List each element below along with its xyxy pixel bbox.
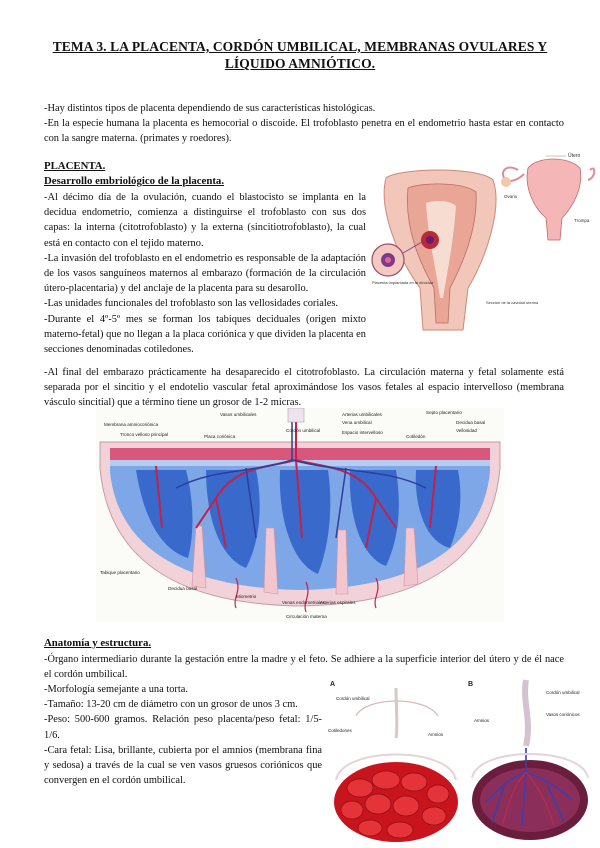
label-arterias-esp: Arterias espirales bbox=[320, 600, 356, 605]
label-a-cotiledones: Cotiledones bbox=[328, 728, 352, 733]
label-vasos-umb: Vasos umbilicales bbox=[220, 412, 257, 417]
label-b-vasos: Vasos coriónicos bbox=[546, 712, 580, 717]
label-vellosidad: Vellosidad bbox=[456, 428, 477, 433]
label-b-amnios: Amnios bbox=[474, 718, 490, 723]
ovary-label: Ovario bbox=[504, 194, 518, 199]
page-title bbox=[40, 38, 560, 72]
anatomia-paragraph-2: -Tamaño: 13-20 cm de diámetro con un grosor de unos 3 cm. bbox=[44, 699, 298, 711]
label-espacio: Espacio intervelloso bbox=[342, 430, 383, 435]
section-heading-placenta: PLACENTA. bbox=[44, 160, 106, 172]
label-a-cordon: Cordón umbilical bbox=[336, 696, 370, 701]
desarrollo-paragraph-4: -Durante el 4º-5º mes se forman los tabiques deciduales (origen mixto materno-fetal) que no llegan a la placa coriónica y que dividen la placenta en secciones denominadas cotiledones. bbox=[44, 313, 366, 356]
label-septo: Septo placentario bbox=[426, 410, 462, 415]
label-tronco: Tronco velloso principal bbox=[120, 432, 169, 437]
panel-b-letter: B bbox=[468, 681, 474, 688]
label-membrana: Membrana amniocoriónica bbox=[104, 422, 159, 427]
desarrollo-paragraph-full: -Al final del embarazo prácticamente ha desaparecido el citotrofoblasto. La circulación materna y fetal solamente está separada por el sincitio y el endotelio vascular fetal aproximándose los vasos fetales al espacio intervelloso (membrana vásculo sincitial) que a término tiene un grosor de 1-2 micras. bbox=[44, 367, 564, 409]
panel-a-letter: A bbox=[330, 681, 336, 688]
label-venas-endo: Venas endometriales bbox=[282, 600, 325, 605]
title-line-1: TEMA 3. LA PLACENTA, CORDÓN UMBILICAL, MEMBRANAS OVULARES Y bbox=[52, 39, 548, 54]
desarrollo-paragraph-2: -La invasión del trofoblasto en el endometrio es responsable de la adaptación de los vasos sanguíneos maternos al embarazo (formación de la circulación útero-placentaria) y del anclaje de la placenta para su desarollo. bbox=[44, 252, 366, 295]
subsection-heading-anatomia: Anatomía y estructura. bbox=[44, 637, 152, 649]
implant-label: Placenta implantada en la decidua bbox=[372, 280, 434, 285]
desarrollo-column bbox=[44, 190, 366, 357]
placenta-faces-figure bbox=[326, 676, 594, 844]
label-decidua-1: Decidua basal bbox=[456, 420, 486, 425]
placenta-section-figure bbox=[96, 408, 504, 622]
cord-icon bbox=[288, 408, 304, 422]
desarrollo-paragraph-1: -Al décimo día de la ovulación, cuando el blastocisto se implanta en la decidua endometrio, comienza a distinguirse el trofoblasto con sus dos capas: la interna (citotrofoblasto) y la externa (sincitiotrofoblasto), la cual está en contacto con el tejido materno. bbox=[44, 192, 366, 249]
anatomia-paragraph-3: -Peso: 500-600 gramos. Relación peso placenta/peso fetal: 1/5-1/6. bbox=[44, 714, 322, 741]
intro-paragraph-2: -En la especie humana la placenta es hemocorial o discoide. El trofoblasto penetra en el endometrio hasta estar en contacto con la sangre materna. (primates y roedores). bbox=[44, 118, 564, 145]
anatomia-column bbox=[44, 682, 322, 788]
uterus-label: Útero bbox=[568, 153, 581, 159]
cavity-label: Sección de la cavidad uterina bbox=[486, 300, 539, 305]
label-circ-materna: Circulación materna bbox=[286, 614, 327, 619]
intro-paragraph-1: -Hay distintos tipos de placenta dependiendo de sus características histológicas. bbox=[44, 103, 376, 114]
desarrollo-paragraph-3: -Las unidades funcionales del trofoblasto son las vellosidades coriales. bbox=[44, 298, 339, 310]
label-decidua-2: Decidua basal bbox=[168, 586, 198, 591]
label-cordon: Cordón umbilical bbox=[286, 428, 321, 433]
label-vena-umb: Vena umbilical bbox=[342, 420, 372, 425]
label-placa: Placa coriónica bbox=[204, 434, 236, 439]
label-miometrio: Miometrio bbox=[236, 594, 257, 599]
anatomia-paragraph-4: -Cara fetal: Lisa, brillante, cubierta por el amnios (membrana fina y sedosa) a través de la cual se ven vasos gruesos coriónicos que convergen en el cordón umbilical. bbox=[44, 744, 322, 787]
label-b-cordon: Cordón umbilical bbox=[546, 690, 580, 695]
uterus-implantation-figure bbox=[368, 148, 596, 344]
anatomia-paragraph-1: -Morfología semejante a una torta. bbox=[44, 684, 188, 695]
label-arterias-umb: Arterias umbilicales bbox=[342, 412, 382, 417]
anatomia-paragraph-full: -Órgano intermediario durante la gestación entre la madre y el feto. Se adhiere a la superficie interior del útero y de él nace el cordón umbilical. bbox=[44, 654, 564, 681]
label-tabique: Tabique placentario bbox=[100, 570, 140, 575]
tube-label: Trompa bbox=[574, 218, 590, 223]
label-a-amnios: Amnios bbox=[428, 732, 444, 737]
title-line-2: LÍQUIDO AMNIÓTICO. bbox=[224, 56, 376, 71]
subsection-heading-desarrollo: Desarrollo embriológico de la placenta. bbox=[44, 175, 225, 187]
label-cotiledon: Cotiledón bbox=[406, 434, 426, 439]
